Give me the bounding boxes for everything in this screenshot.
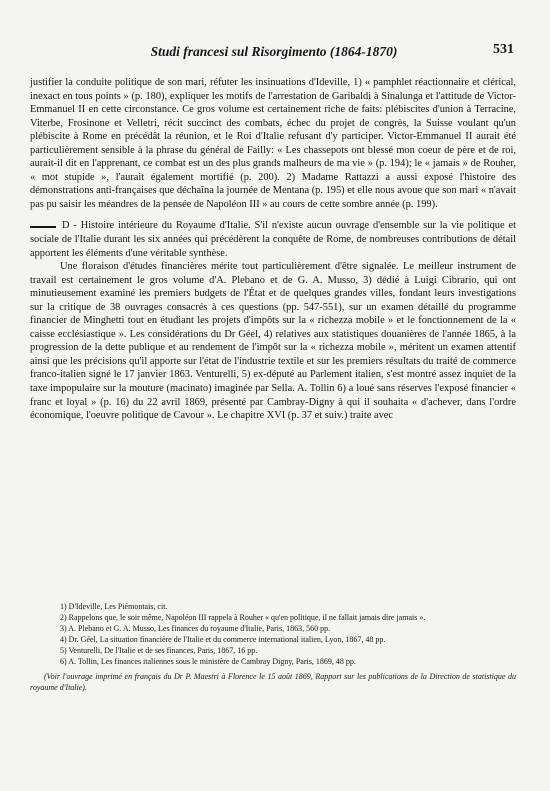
footnote-1: 1) D'Ideville, Les Piémontais, cit. [60, 602, 168, 611]
body-text [30, 76, 516, 423]
paragraph-finances: Une floraison d'études financières mérite tout particulièrement d'être signalée. Le meilleur instrument de travail est certainement le gros volume d'A. Plebano et de G. A. Musso, 3) dédié à Luigi Cibrario, qui ont minutieusement examiné les premiers budgets de l'État et de quelques grandes villes, fondant leurs investigations sur la critique de 38 ouvrages consacrés à ces questions (pp. 547-551), sur un examen détaillé du programme financier de Minghetti tout en étudiant les projets d'impôts sur la « richezza mobile » et le fonctionnement de la « caisse ecclésiastique ». Les considérations du Dr Géel, 4) relatives aux statistiques douanières de l'année 1865, à la progression de la dette publique et au rendement de l'impôt sur la « richezza mobile », méritent un examen attentif ainsi que les précisions qu'il apporte sur l'état de l'industrie textile et sur les premiers résultats du traité de commerce franco-italien signé le 17 janvier 1863. Venturelli, 5) ex-député au Parlement italien, s'est montré assez inquiet de la taxe impopulaire sur la mouture (macinato) imaginée par Sella. A. Tollin 6) a loué sans réserves l'exposé financier « franc et loyal » (p. 16) du 22 avril 1869, présenté par Cambray-Digny à qui il souhaita « d'achever, dans l'ordre économique, l'oeuvre politique de Cavour ». Le chapitre XVI (p. 37 et suiv.) traite avec [30, 261, 516, 422]
closing-note: (Voir l'ouvrage imprimé en français du Dr P. Maestri à Florence le 15 août 1869, Rapport sur les publications de la Direction de statistique du royaume d'Italie). [30, 672, 516, 692]
footnotes [30, 601, 516, 693]
page-number: 531 [493, 42, 514, 57]
footnote-2: 2) Rappelons que, le soir même, Napoléon III rappela à Rouher « qu'en politique, il ne fallait jamais dire jamais ». [60, 613, 426, 622]
footnote-6: 6) A. Tollin, Les finances italiennes sous le ministère de Cambray Digny, Paris, 1869, 48 pp. [60, 657, 356, 666]
paragraph-rattazzi: justifier la conduite politique de son mari, réfuter les insinuations d'Ideville, 1) « pamphlet réactionnaire et clérical, inexact en tous points » (p. 180), expliquer les motifs de l'arrestation de Garibaldi à Sinalunga et l'attitude de Victor-Emmanuel II en cette circonstance. Ce gros volume est certainement riche de faits: plébiscites d'union à Terracine, Viterbe, Frosinone et Velletri, récit succinct des combats, échec du projet de congrès, la Suisse voulant qu'un plébiscite à Rome en précédât la réunion, et le Roi d'Italie refusant d'y participer. Victor-Emmanuel II aurait été particulièrement sensible à la phrase du général de Failly: « Les chassepots ont blessé mon coeur de père et de roi, aurait-il dit en l'apprenant, ce combat est un des plus grands malheurs de ma vie » (p. 194); le « jamais » de Rouher, « mot stupide », l'aurait également mortifié (p. 200). 2) Madame Rattazzi a aussi exposé l'histoire des démonstrations anti-françaises que déchaîna la journée de Mentana (p. 195) et elle nous avoue que son mari « n'avait pas pu saisir les méandres de la pensée de Napoléon III » au cours de cette sombre année (p. 199). [30, 77, 516, 210]
running-title: Studi francesi sul Risorgimento (1864-1870) [150, 44, 398, 59]
footnote-3: 3) A. Plebano et G. A. Musso, Les finances du royaume d'Italie, Paris, 1863, 560 pp. [60, 624, 331, 633]
footnote-5: 5) Venturelli, De l'Italie et de ses finances, Paris, 1867, 16 pp. [60, 646, 258, 655]
footnote-4: 4) Dr. Géel, La situation financière de l'Italie et du commerce international italien, Lyon, 1867, 48 pp. [60, 635, 386, 644]
section-d-paragraph [30, 217, 516, 260]
section-d-text: D - Histoire intérieure du Royaume d'Italie. S'il n'existe aucun ouvrage d'ensemble sur la vie politique et sociale de l'Italie durant les six années qui précédèrent la conquête de Rome, de nombreuses contributions de détail apportent les éléments d'une véritable synthèse. [30, 220, 516, 259]
section-underline-mark [30, 217, 56, 228]
